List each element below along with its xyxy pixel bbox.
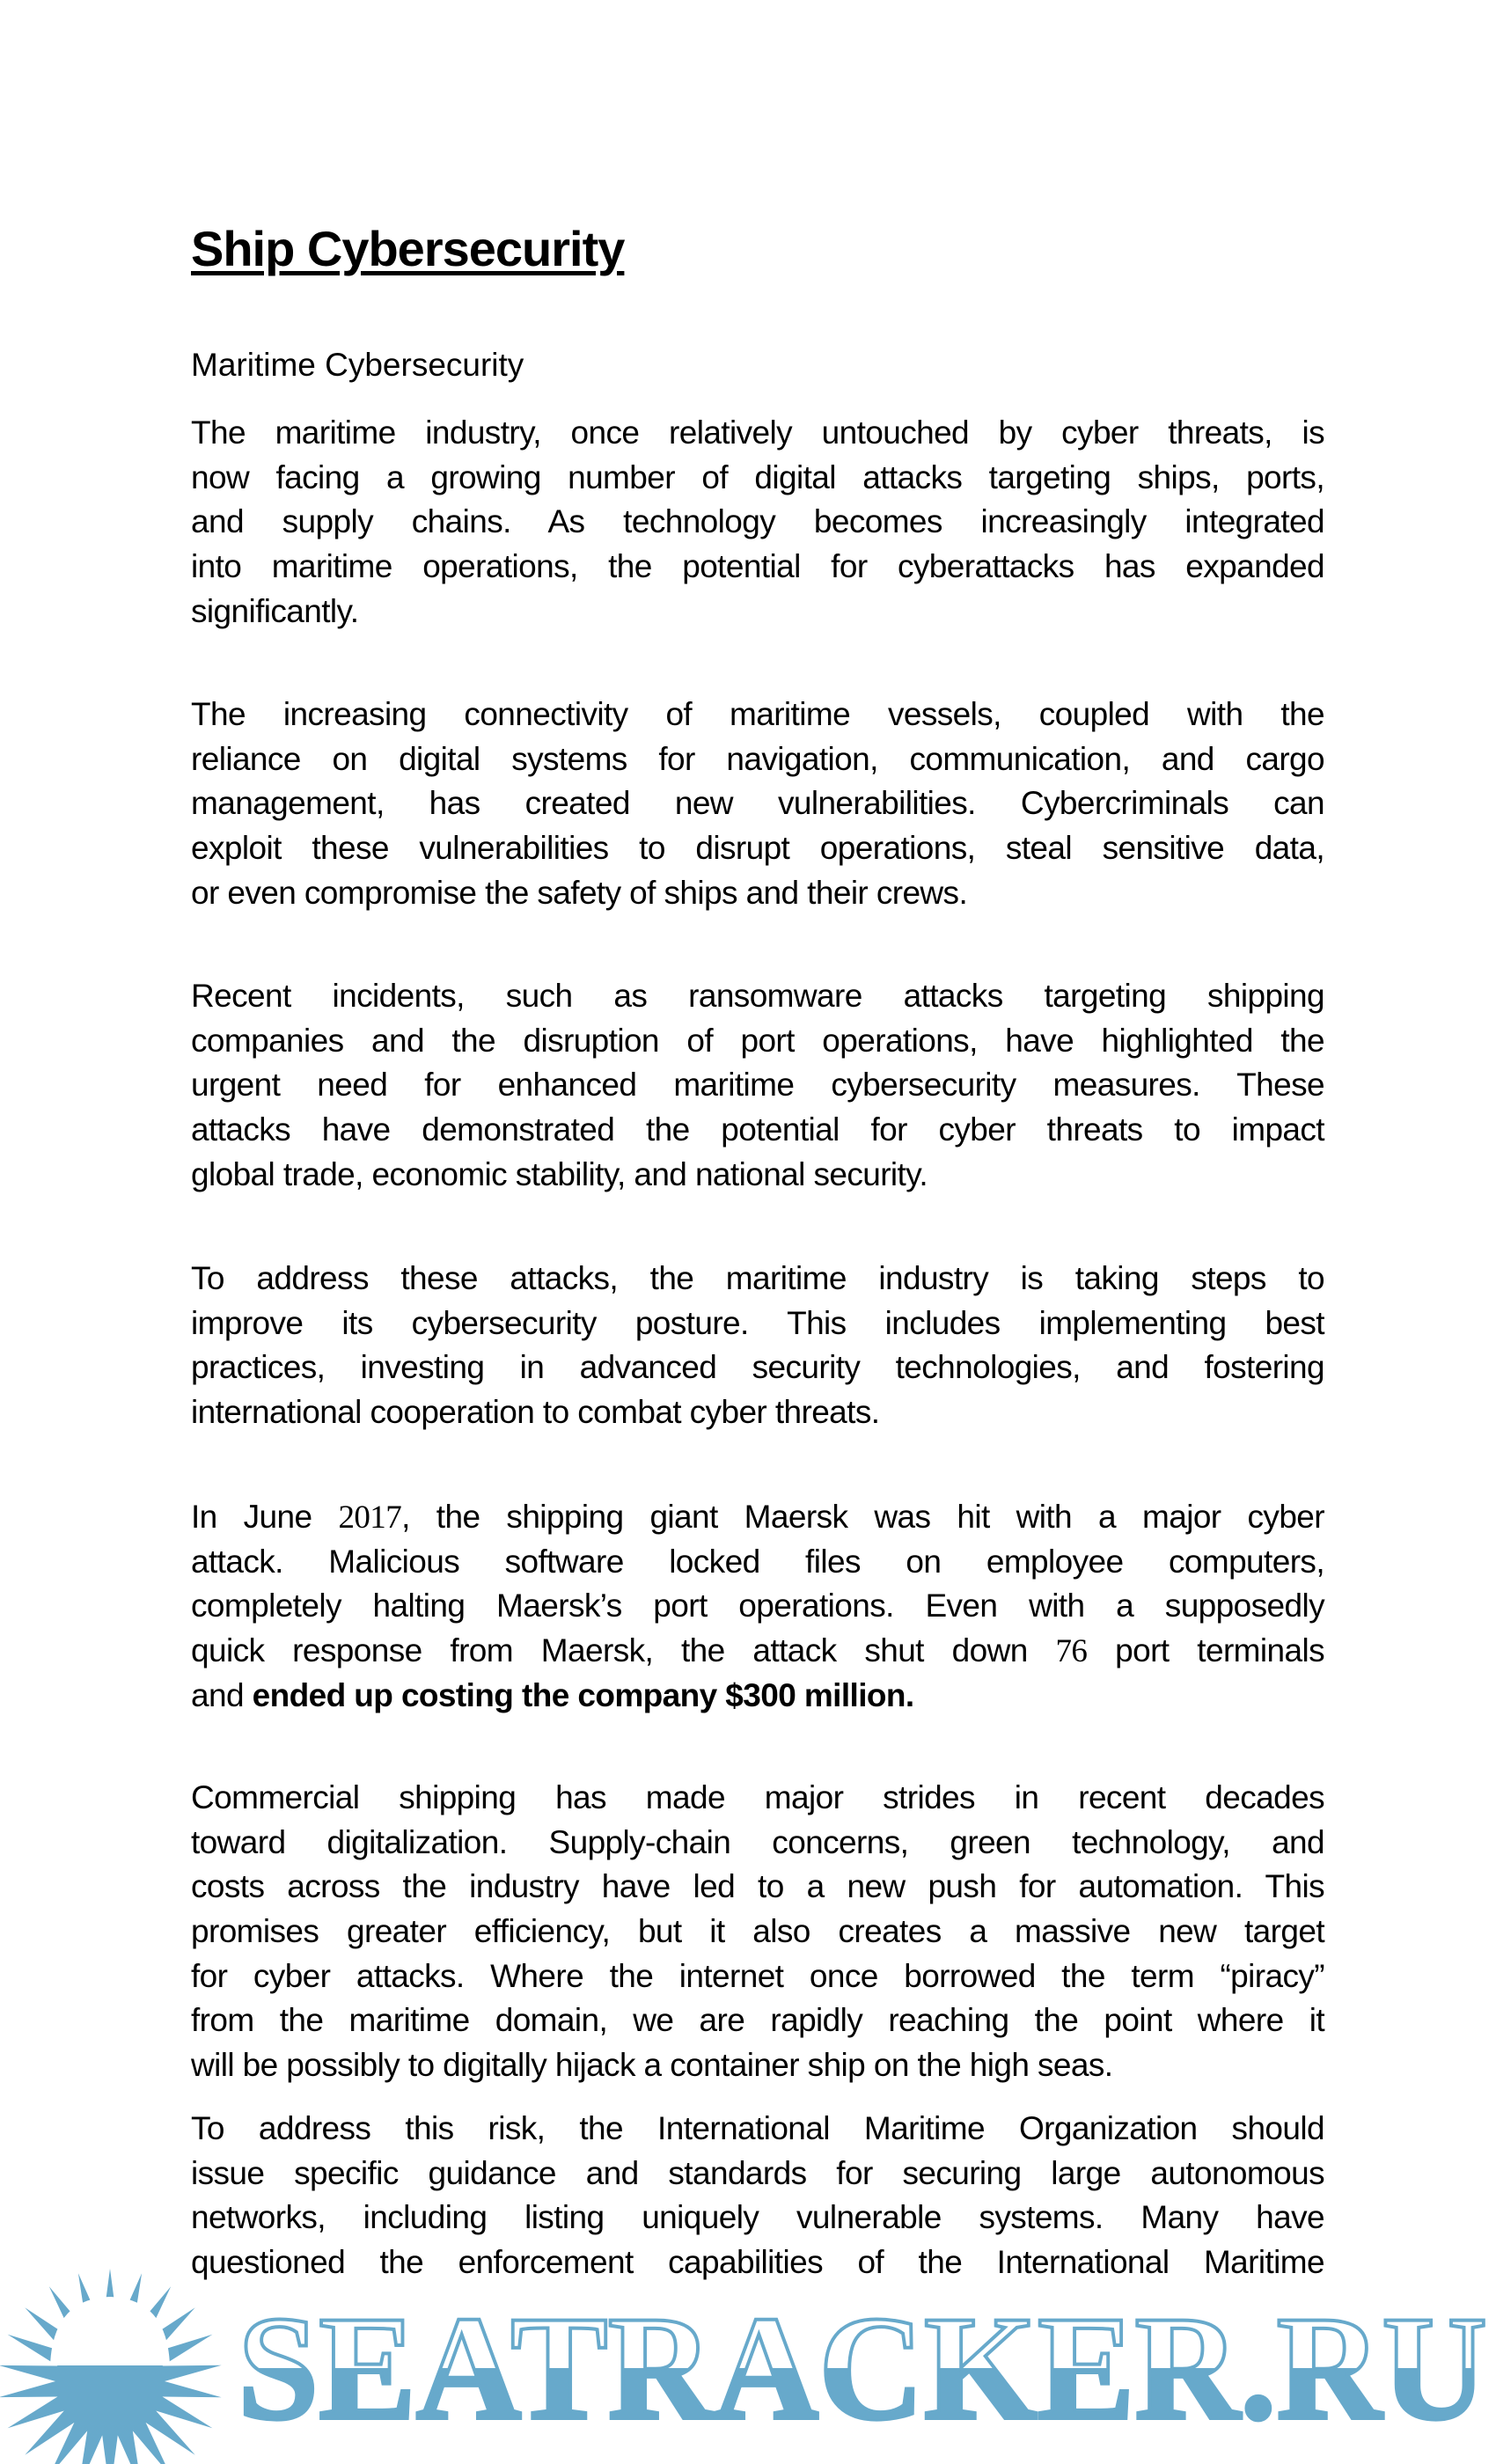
text-segment: toward digitalization. Supply-chain concerns, green technology, and — [191, 1823, 1324, 1860]
text-segment: exploit these vulnerabilities to disrupt operations, steal sensitive data, — [191, 829, 1324, 866]
text-line — [191, 590, 1324, 634]
section-subtitle: Maritime Cybersecurity — [191, 347, 524, 383]
text-segment: for cyber attacks. Where the internet once borrowed the term “piracy” — [191, 1957, 1324, 1994]
text-segment: port terminals — [1087, 1632, 1324, 1668]
text-segment: significantly. — [191, 592, 359, 629]
text-line — [191, 781, 1324, 826]
text-line — [191, 1257, 1324, 1302]
text-segment: international cooperation to combat cyber threats. — [191, 1393, 880, 1430]
text-line — [191, 1390, 1324, 1435]
paragraph — [191, 2107, 1324, 2285]
text-line — [191, 1019, 1324, 1064]
text-line — [191, 826, 1324, 871]
text-segment: and supply chains. As technology becomes increasingly integrated — [191, 503, 1324, 540]
text-segment: will be possibly to digitally hijack a container ship on the high seas. — [191, 2046, 1113, 2083]
text-segment: networks, including listing uniquely vulnerable systems. Many have — [191, 2199, 1324, 2236]
text-segment: In June — [191, 1499, 339, 1535]
text-segment: attacks have demonstrated the potential for cyber threats to impact — [191, 1111, 1324, 1148]
text-segment: management, has created new vulnerabilities. Cybercriminals can — [191, 785, 1324, 822]
text-line — [191, 1108, 1324, 1153]
text-line — [191, 1153, 1324, 1198]
text-line — [191, 1954, 1324, 1999]
text-segment: questioned the enforcement capabilities of the International Maritime — [191, 2243, 1324, 2280]
text-segment: The maritime industry, once relatively untouched by cyber threats, is — [191, 414, 1324, 451]
text-segment: The increasing connectivity of maritime vessels, coupled with the — [191, 696, 1324, 732]
sun-icon — [0, 2269, 222, 2464]
text-line — [191, 1629, 1324, 1674]
paragraph — [191, 974, 1324, 1197]
text-segment: from the maritime domain, we are rapidly reaching the point where it — [191, 2002, 1324, 2039]
text-line — [191, 2107, 1324, 2152]
text-line — [191, 1346, 1324, 1390]
text-segment: issue specific guidance and standards for securing large autonomous — [191, 2154, 1324, 2191]
text-segment: Commercial shipping has made major strides in recent decades — [191, 1779, 1324, 1815]
paragraph — [191, 1495, 1324, 1718]
page-title: Ship Cybersecurity — [191, 221, 625, 276]
text-segment: now facing a growing number of digital attacks targeting ships, ports, — [191, 458, 1324, 495]
text-segment: reliance on digital systems for navigation, communication, and cargo — [191, 740, 1324, 777]
text-segment: global trade, economic stability, and national security. — [191, 1155, 928, 1192]
text-segment: promises greater efficiency, but it also creates a massive new target — [191, 1912, 1324, 1949]
text-line — [191, 1821, 1324, 1866]
text-segment: To address these attacks, the maritime industry is taking steps to — [191, 1260, 1324, 1296]
text-line — [191, 871, 1324, 916]
text-line — [191, 500, 1324, 545]
text-segment: or even compromise the safety of ships and their crews. — [191, 874, 968, 911]
text-line — [191, 1776, 1324, 1821]
paragraph — [191, 1257, 1324, 1435]
text-line — [191, 737, 1324, 782]
text-line — [191, 1674, 1324, 1719]
text-line — [191, 1063, 1324, 1108]
text-line — [191, 2043, 1324, 2088]
text-segment: , the shipping giant Maersk was hit with a major cyber — [401, 1499, 1325, 1535]
seatracker-logo — [0, 2262, 1496, 2464]
text-line — [191, 693, 1324, 737]
text-line — [191, 1302, 1324, 1346]
text-segment: improve its cybersecurity posture. This includes implementing best — [191, 1304, 1324, 1341]
text-segment: and — [191, 1676, 253, 1713]
text-segment: 76 — [1055, 1632, 1088, 1669]
logo-wordmark: SEATRACKER.RU — [238, 2285, 1487, 2451]
text-segment: companies and the disruption of port operations, have highlighted the — [191, 1022, 1324, 1059]
text-segment: 2017 — [338, 1500, 402, 1536]
text-line — [191, 974, 1324, 1019]
text-line — [191, 545, 1324, 590]
paragraph — [191, 1776, 1324, 2087]
text-segment: completely halting Maersk’s port operations. Even with a supposedly — [191, 1588, 1324, 1624]
text-line — [191, 1495, 1324, 1540]
text-line — [191, 1540, 1324, 1585]
text-segment: practices, investing in advanced security technologies, and fostering — [191, 1349, 1324, 1386]
text-line — [191, 1998, 1324, 2043]
text-line — [191, 2152, 1324, 2196]
text-line — [191, 2196, 1324, 2240]
text-segment: costs across the industry have led to a new push for automation. This — [191, 1868, 1324, 1905]
text-line — [191, 456, 1324, 501]
text-line — [191, 411, 1324, 456]
text-segment: quick response from Maersk, the attack shut down — [191, 1632, 1056, 1668]
paragraph — [191, 411, 1324, 634]
paragraph — [191, 693, 1324, 915]
text-segment: To address this risk, the International Maritime Organization should — [191, 2110, 1324, 2146]
text-line — [191, 1865, 1324, 1910]
bold-text: ended up costing the company $300 million. — [252, 1676, 914, 1713]
text-segment: urgent need for enhanced maritime cybersecurity measures. These — [191, 1067, 1324, 1104]
text-segment: Recent incidents, such as ransomware attacks targeting shipping — [191, 978, 1324, 1014]
text-line — [191, 1910, 1324, 1954]
text-segment: into maritime operations, the potential for cyberattacks has expanded — [191, 547, 1324, 584]
text-line — [191, 1584, 1324, 1629]
text-segment: attack. Malicious software locked files on employee computers, — [191, 1543, 1324, 1580]
